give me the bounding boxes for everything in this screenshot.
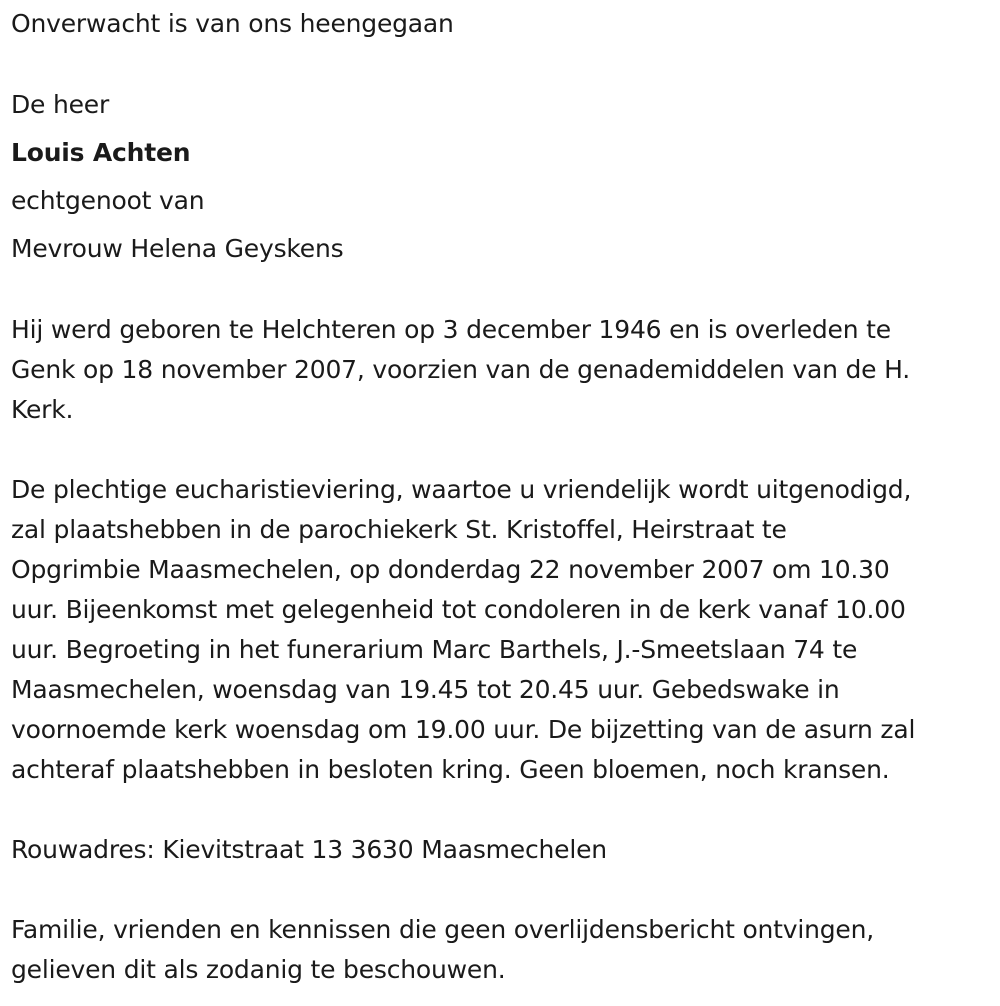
paragraph-line: gelieven dit als zodanig te beschouwen. (11, 955, 506, 984)
paragraph-line: uur. Bijeenkomst met gelegenheid tot condoleren in de kerk vanaf 10.00 (11, 595, 906, 624)
paragraph-line: Maasmechelen, woensdag van 19.45 tot 20.45 uur. Gebedswake in (11, 675, 840, 704)
spouse-name: Mevrouw Helena Geyskens (11, 234, 344, 263)
address-line: Rouwadres: Kievitstraat 13 3630 Maasmechelen (11, 835, 607, 864)
deceased-title: De heer (11, 90, 110, 119)
paragraph-line: Hij werd geboren te Helchteren op 3 december 1946 en is overleden te (11, 315, 891, 344)
relation-text: echtgenoot van (11, 186, 205, 215)
paragraph-line: De plechtige eucharistieviering, waartoe u vriendelijk wordt uitgenodigd, (11, 475, 912, 504)
ceremony-paragraph (11, 470, 991, 790)
intro-text: Onverwacht is van ons heengegaan (11, 9, 454, 38)
paragraph-line: Familie, vrienden en kennissen die geen overlijdensbericht ontvingen, (11, 915, 875, 944)
paragraph-line: achteraf plaatshebben in besloten kring. Geen bloemen, noch kransen. (11, 755, 890, 784)
paragraph-line: Genk op 18 november 2007, voorzien van de genademiddelen van de H. (11, 355, 910, 384)
mourning-address (11, 830, 991, 870)
paragraph-line: Opgrimbie Maasmechelen, op donderdag 22 november 2007 om 10.30 (11, 555, 890, 584)
paragraph-line: Kerk. (11, 395, 74, 424)
birth-death-paragraph (11, 310, 991, 430)
paragraph-line: voornoemde kerk woensdag om 19.00 uur. De bijzetting van de asurn zal (11, 715, 916, 744)
paragraph-line: zal plaatshebben in de parochiekerk St. Kristoffel, Heirstraat te (11, 515, 787, 544)
request-paragraph (11, 910, 991, 990)
deceased-name: Louis Achten (11, 138, 191, 167)
paragraph-line: uur. Begroeting in het funerarium Marc Barthels, J.-Smeetslaan 74 te (11, 635, 858, 664)
